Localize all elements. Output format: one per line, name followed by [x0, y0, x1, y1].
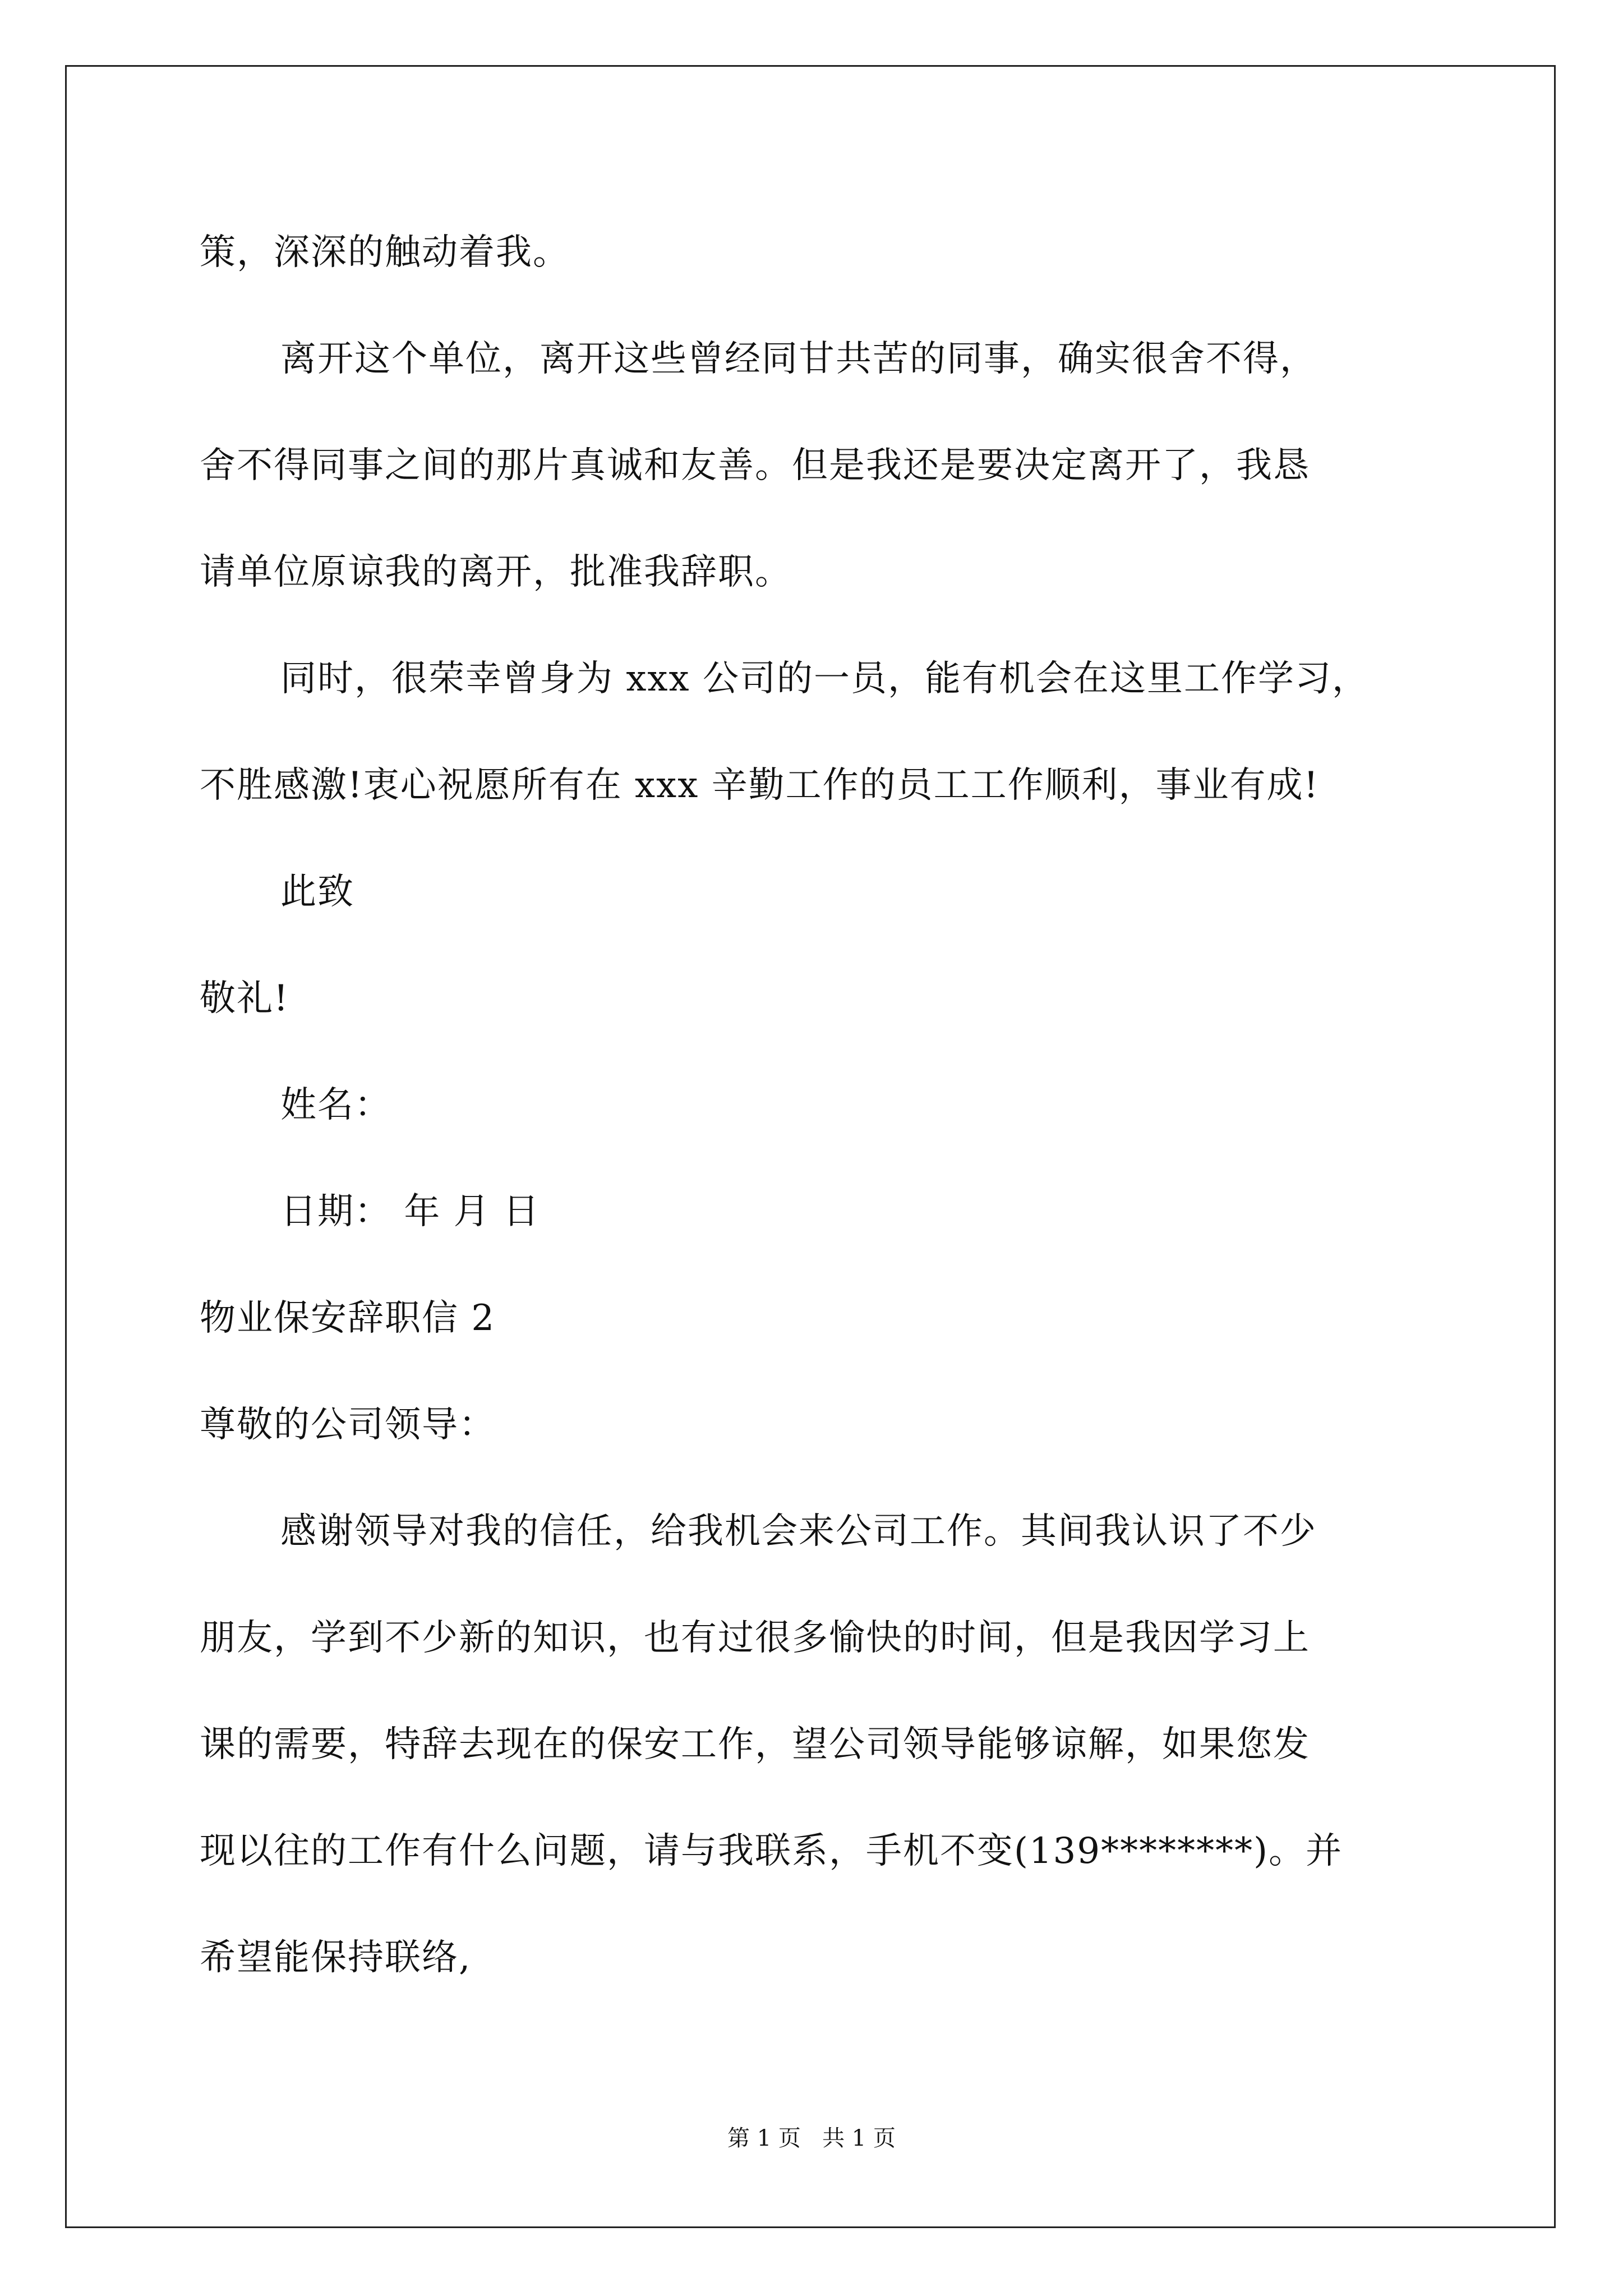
text-line: 不胜感激!衷心祝愿所有在 xxx 辛勤工作的员工工作顺利，事业有成! [200, 765, 1320, 806]
text-line: 离开这个单位，离开这些曾经同甘共苦的同事，确实很舍不得， [280, 338, 1317, 380]
text-line: 策，深深的触动着我。 [200, 232, 570, 273]
text-line: 姓名： [280, 1084, 391, 1126]
text-line: 感谢领导对我的信任，给我机会来公司工作。其间我认识了不少 [280, 1511, 1317, 1552]
page-footer: 第 1 页 共 1 页 [727, 2125, 896, 2151]
salutation: 尊敬的公司领导： [200, 1404, 496, 1446]
text-line: 舍不得同事之间的那片真诚和友善。但是我还是要决定离开了，我恳 [200, 445, 1310, 486]
text-line: 请单位原谅我的离开，批准我辞职。 [200, 551, 792, 593]
text-line: 敬礼! [200, 978, 289, 1019]
text-line: 希望能保持联络, [200, 1937, 472, 1978]
text-line: 现以往的工作有什么问题，请与我联系，手机不变(139********)。并 [200, 1830, 1343, 1872]
page-border [65, 65, 1556, 2228]
text-line: 同时，很荣幸曾身为 xxx 公司的一员，能有机会在这里工作学习， [280, 658, 1369, 700]
section-title: 物业保安辞职信 2 [200, 1297, 496, 1339]
text-line: 此致 [280, 871, 354, 913]
text-line: 日期： 年 月 日 [280, 1191, 541, 1232]
text-line: 课的需要，特辞去现在的保安工作，望公司领导能够谅解，如果您发 [200, 1724, 1310, 1765]
text-line: 朋友，学到不少新的知识，也有过很多愉快的时间，但是我因学习上 [200, 1617, 1310, 1659]
